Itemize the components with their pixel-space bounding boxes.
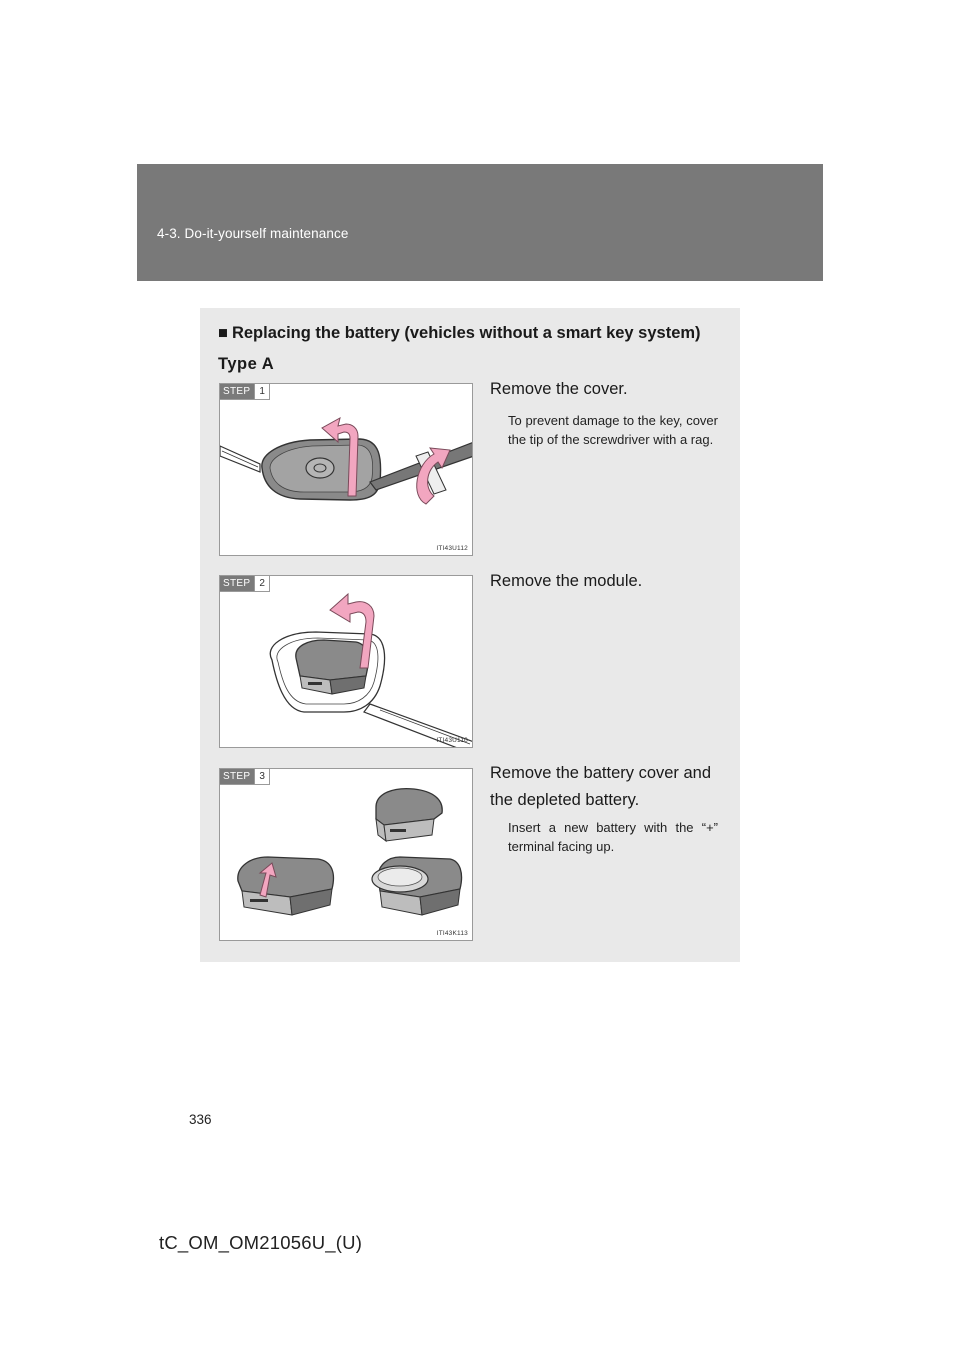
step-badge-word: STEP (220, 769, 254, 784)
battery-replacement-panel (200, 308, 740, 962)
step-2-badge (220, 576, 270, 592)
step-3-figure (219, 768, 473, 941)
document-code: tC_OM_OM21056U_(U) (159, 1232, 363, 1253)
key-module-removal-illustration (220, 576, 473, 748)
battery-replacement-illustration (220, 769, 473, 941)
step-3-badge (220, 769, 270, 785)
figure-code: ITI43U110 (436, 737, 468, 744)
step-2-figure (219, 575, 473, 748)
step-badge-word: STEP (220, 576, 254, 591)
figure-code: ITI43K113 (436, 930, 468, 937)
figure-code: ITI43U112 (436, 545, 468, 552)
section-header: 4-3. Do-it-yourself maintenance (157, 226, 349, 241)
page-number: 336 (189, 1112, 212, 1127)
step-3-note: Insert a new battery with the “+” terminal facing up. (508, 820, 718, 854)
key-cover-removal-illustration (220, 384, 473, 556)
type-label: Type A (218, 355, 275, 373)
step-badge-number: 2 (254, 576, 269, 591)
page-header-band (137, 164, 823, 281)
square-bullet-icon: ■ (218, 324, 228, 342)
step-1-instruction: Remove the cover. (490, 380, 628, 398)
step-badge-number: 3 (254, 769, 269, 784)
step-badge-word: STEP (220, 384, 254, 399)
step-1-figure (219, 383, 473, 556)
section-title-text: Replacing the battery (vehicles without a smart key system) (231, 324, 701, 342)
step-1-note: To prevent damage to the key, cover the tip of the screwdriver with a rag. (508, 413, 718, 447)
section-title (218, 324, 701, 343)
step-badge-number: 1 (254, 384, 269, 399)
step-3-instruction: Remove the battery cover and the depleted battery. (490, 764, 712, 809)
step-1-badge (220, 384, 270, 400)
step-2-instruction: Remove the module. (490, 572, 643, 590)
